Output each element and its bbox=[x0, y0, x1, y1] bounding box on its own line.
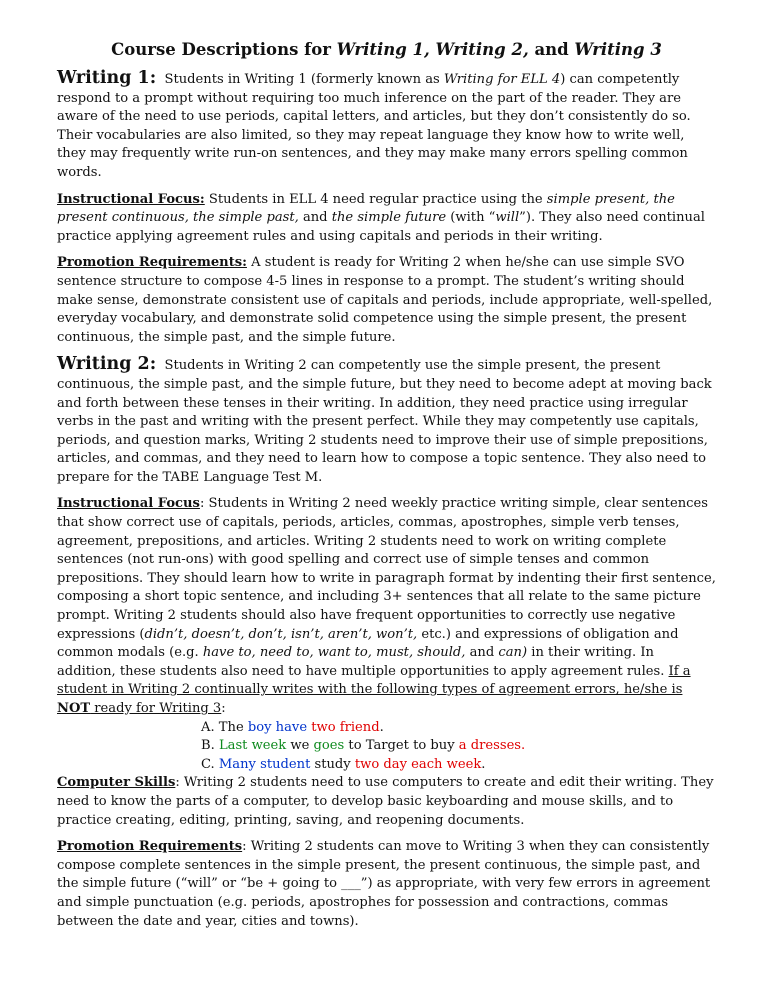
example-text: The bbox=[218, 719, 248, 735]
writing-2-intro-text: Students in Writing 2 can competently use the simple present, the present continuous, the simple past, and the simple future, but they need to become adept at moving back and forth between these tenses in their writing. In addition, they need practice using irregular verbs in the past and writing with the present perfect. While they may competently use capitals, periods, and question marks, Writing 2 students need to improve their use of simple prepositions, articles, and commas, and they need to learn how to compose a topic sentence. They also need to prepare for the TABE Language Test M. bbox=[57, 358, 712, 485]
tense-error: goes bbox=[313, 738, 345, 754]
agreement-error-examples bbox=[57, 719, 716, 775]
plural-error: two day each week bbox=[354, 756, 482, 772]
example-text: . bbox=[379, 719, 384, 735]
focus-simple-future: the simple future bbox=[331, 210, 447, 226]
focus-text: Students in ELL 4 need regular practice using the bbox=[204, 191, 547, 207]
writing-1-intro-text: Students in Writing 1 (formerly known as bbox=[164, 72, 444, 87]
example-text: we bbox=[286, 738, 314, 754]
focus-text: ”). They also need continual practice applying agreement rules and using capitals and periods in their writing. bbox=[57, 210, 705, 244]
focus-text: and bbox=[465, 645, 499, 661]
writing-2-focus-label: Instructional Focus bbox=[57, 496, 200, 512]
writing-1-focus-label: Instructional Focus: bbox=[57, 191, 205, 207]
title-writing-1: Writing 1 bbox=[336, 40, 425, 59]
focus-text: (with “ bbox=[446, 210, 496, 226]
agreement-colon: : bbox=[221, 701, 226, 716]
writing-1-instructional-focus bbox=[57, 191, 716, 247]
example-text: . bbox=[481, 756, 486, 772]
computer-skills-text: : Writing 2 students need to use computers to create and edit their writing. They need to know the parts of a computer, to develop basic keyboarding and mouse skills, and to practice creating, editing, printing, saving, and reopening documents. bbox=[57, 775, 714, 828]
focus-text: etc.) and expressions of obligation and common modals (e.g. bbox=[57, 626, 679, 661]
example-text: study bbox=[310, 756, 355, 772]
article-error: a dresses. bbox=[458, 738, 526, 754]
agreement-warning-end: ready for Writing 3 bbox=[90, 701, 222, 716]
writing-2-promo-label: Promotion Requirements bbox=[57, 839, 243, 855]
example-marker: B. bbox=[201, 738, 219, 754]
writing-2-intro bbox=[57, 355, 716, 487]
title-writing-2: Writing 2, bbox=[435, 40, 529, 59]
example-marker: C. bbox=[201, 756, 219, 772]
agreement-warning: If a student in Writing 2 continually writes with the following types of agreement errors, he/she is bbox=[57, 663, 691, 698]
writing-2-focus-paragraph bbox=[57, 495, 716, 718]
focus-will: will bbox=[495, 210, 520, 226]
writing-1-promo-label: Promotion Requirements: bbox=[57, 255, 247, 271]
example-a bbox=[201, 719, 716, 738]
writing-2-instructional-focus bbox=[57, 495, 716, 774]
focus-modals: have to, need to, want to, must, should, bbox=[202, 645, 466, 661]
computer-skills-label: Computer Skills bbox=[57, 775, 176, 791]
title-and: and bbox=[528, 40, 575, 59]
focus-tenses: simple present, the present continuous, the simple past, bbox=[57, 191, 675, 226]
writing-1-promotion-requirements bbox=[57, 254, 716, 347]
plural-error: two friend bbox=[311, 719, 380, 735]
focus-text: and bbox=[298, 210, 332, 226]
title-writing-3: Writing 3 bbox=[574, 40, 662, 59]
writing-2-promo-text: : Writing 2 students can move to Writing 3 when they can consistently compose complete sentences in the simple present, the present continuous, the simple past, and the simple future (“will” or “be + going to ___”) as appropriate, with very few errors in agreement and simple punctuation (e.g. periods, apostrophes for possession and contractions, commas between the date and year, cities and towns). bbox=[57, 839, 711, 929]
writing-1-former-name: Writing for ELL 4 bbox=[443, 72, 561, 87]
document-title bbox=[57, 40, 716, 60]
writing-2-promotion-requirements bbox=[57, 838, 716, 931]
tense-marker: Last week bbox=[218, 738, 287, 754]
writing-1-heading: Writing 1: bbox=[57, 68, 157, 88]
title-prefix: Course Descriptions for bbox=[111, 40, 337, 59]
focus-text: in their writing. In addition, these students also need to have multiple opportunities to apply agreement rules. bbox=[57, 645, 669, 679]
writing-2-computer-skills bbox=[57, 774, 716, 830]
subject-error: Many student bbox=[218, 756, 311, 772]
focus-can: can) bbox=[498, 645, 528, 661]
not-emphasis: NOT bbox=[57, 701, 91, 716]
subject-verb-error: boy have bbox=[247, 719, 308, 735]
example-b bbox=[201, 737, 716, 756]
example-text: to Target to buy bbox=[344, 738, 459, 754]
writing-1-promo-text: A student is ready for Writing 2 when he/she can use simple SVO sentence structure to compose 4-5 lines in response to a prompt. The student’s writing should make sense, demonstrate consistent use of capitals and periods, include appropriate, well-spelled, everyday vocabulary, and demonstrate solid competence using the simple present, the present continuous, the simple past, and the simple future. bbox=[57, 255, 713, 345]
example-marker: A. bbox=[201, 719, 219, 735]
title-separator: , bbox=[424, 40, 436, 59]
focus-text: : Students in Writing 2 need weekly practice writing simple, clear sentences that show correct use of capitals, periods, articles, commas, apostrophes, simple verb tenses, agreement, prepositions, and articles. Writing 2 students need to work on writing complete sentences (not run-ons) with good spelling and correct use of simple tenses and common prepositions. They should learn how to write in paragraph format by indenting their first sentence, composing a short topic sentence, and including 3+ sentences that all relate to the same picture prompt. Writing 2 students should also have frequent opportunities to correctly use negative expressions ( bbox=[57, 496, 716, 642]
writing-1-intro bbox=[57, 69, 716, 183]
example-c bbox=[201, 756, 716, 775]
writing-1-intro-text-cont: ) can competently respond to a prompt without requiring too much inference on the part of the reader. They are aware of the need to use periods, capital letters, and articles, but they don’t consistently do so. Their vocabularies are also limited, so they may repeat language they know how to write well, they may frequently write run-on sentences, and they may make many errors spelling common words. bbox=[57, 72, 691, 180]
writing-2-heading: Writing 2: bbox=[57, 354, 157, 375]
focus-negative-expressions: didn’t, doesn’t, don’t, isn’t, aren’t, won’t, bbox=[144, 626, 418, 642]
